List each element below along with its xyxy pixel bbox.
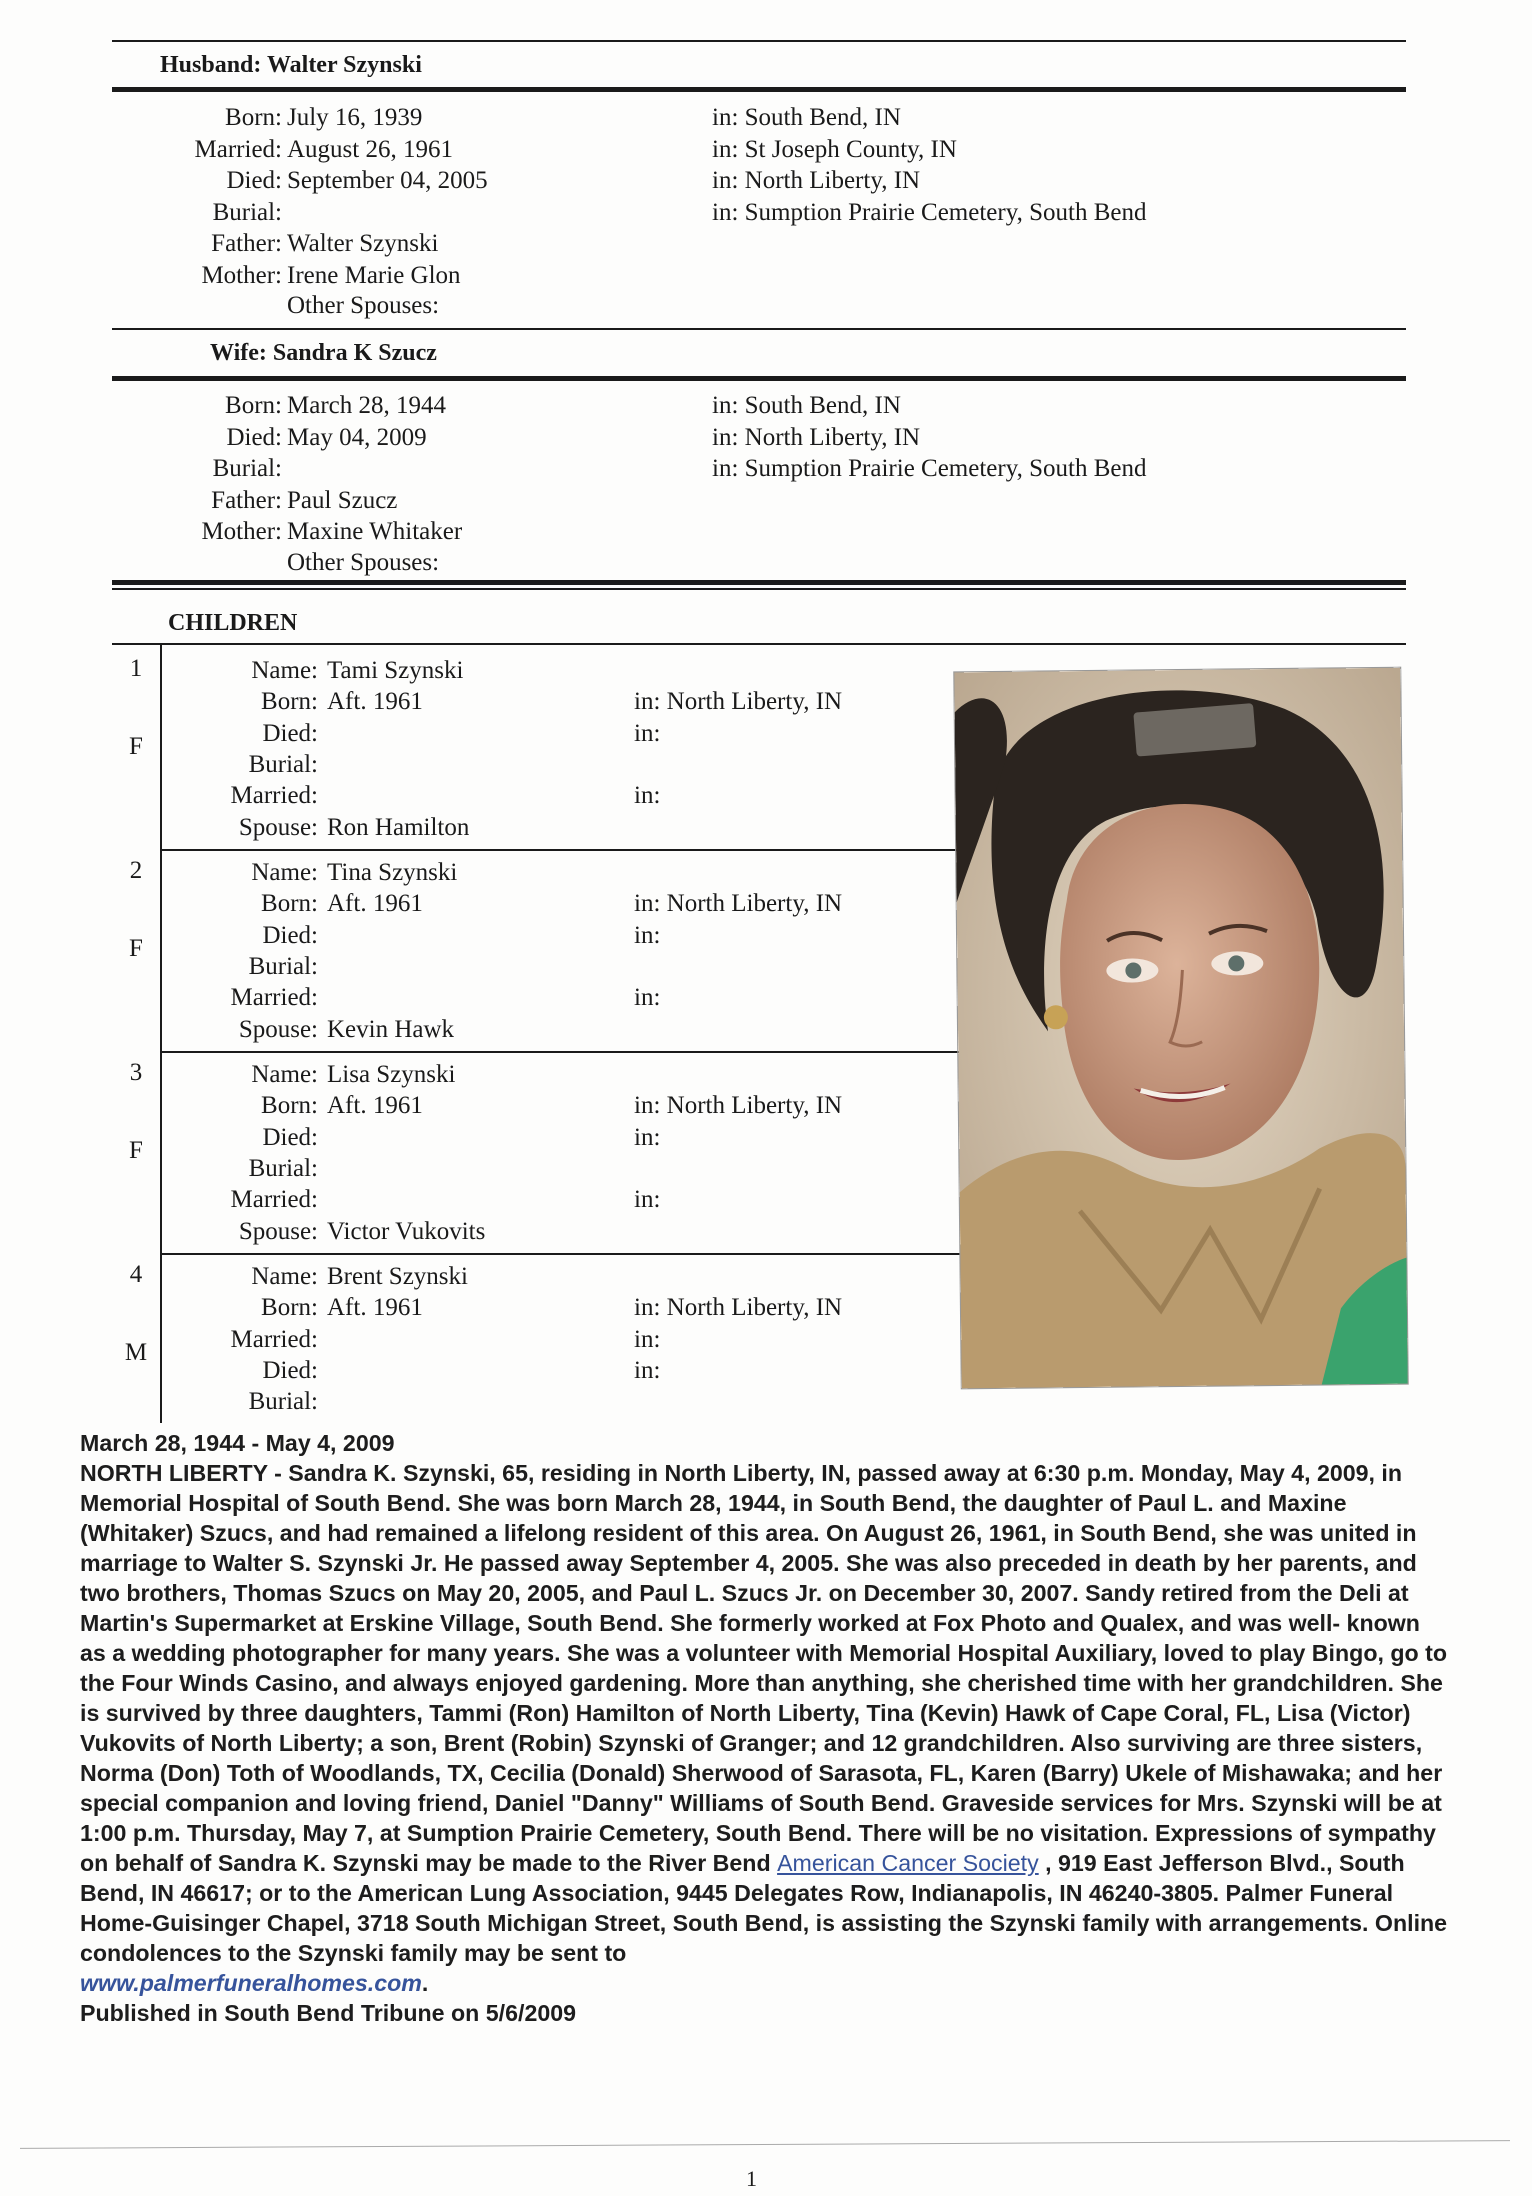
child-sex: F [129, 733, 143, 760]
place-value: North Liberty, IN [666, 890, 843, 918]
in-label: in: [634, 921, 661, 949]
died-place [712, 165, 920, 196]
husband-rule [112, 87, 1406, 92]
in-label: in: [712, 104, 739, 131]
top-rule [112, 40, 1406, 42]
child-died-label: Died: [262, 921, 318, 949]
husband-name: Walter Szynski [266, 52, 422, 78]
child-name-label: Name: [251, 1061, 318, 1088]
died-label: Died: [226, 167, 282, 194]
mother-value: Maxine Whitaker [287, 518, 463, 545]
child-spouse-label: Spouse: [238, 1015, 318, 1043]
children-heading: CHILDREN [168, 610, 298, 636]
portrait-image [954, 668, 1407, 1389]
in-label: in: [634, 1092, 661, 1120]
child-died-label: Died: [262, 1123, 318, 1151]
child-name-value: Tami Szynski [327, 657, 464, 684]
child-sex: F [129, 1137, 143, 1164]
page-number: 1 [746, 2166, 757, 2191]
child-born-label: Born: [261, 890, 318, 918]
place-value: North Liberty, IN [744, 167, 921, 194]
in-label: in: [712, 167, 739, 194]
child-burial-label: Burial: [248, 1388, 318, 1416]
child-born-value: Aft. 1961 [327, 688, 423, 716]
child-died-place [634, 1355, 660, 1386]
in-label: in: [634, 984, 661, 1012]
mother-value: Irene Marie Glon [287, 261, 461, 289]
child-sex: F [129, 935, 143, 962]
born-value: July 16, 1939 [287, 104, 423, 131]
child-name-label: Name: [251, 657, 318, 684]
in-label: in: [634, 1356, 661, 1384]
child-born-label: Born: [261, 1294, 318, 1322]
child-born-place [634, 686, 842, 717]
father-value: Paul Szucz [287, 486, 398, 514]
child-born-place [634, 1292, 842, 1323]
died-place [712, 422, 920, 453]
burial-place [712, 197, 1146, 228]
died-value: May 04, 2009 [287, 423, 427, 451]
died-label: Died: [226, 423, 282, 451]
in-label: in: [634, 719, 661, 747]
child-died-place [634, 920, 660, 951]
child-married-place [634, 1184, 660, 1215]
obituary-body-text-continued: , 919 East Jefferson Blvd., South Bend, IN 46617; or to the American Lung Association, 9445 Delegates Row, Indianapolis, IN 46240-3805. Palmer Funeral Home-Guisinger Chapel, 3718 South Michigan Street, South Bend, is assisting the Szynski family with arrangements. Online condolences to the Szynski family may be sent to [80, 1850, 1448, 1966]
father-label: Father: [211, 486, 282, 514]
in-label: in: [634, 1123, 661, 1151]
child-sex: M [124, 1339, 148, 1366]
child-died-label: Died: [262, 1356, 318, 1384]
child-separator [160, 1051, 972, 1053]
place-value: North Liberty, IN [666, 1294, 843, 1322]
children-rule-second [112, 588, 1406, 590]
place-value: North Liberty, IN [666, 1092, 843, 1120]
child-name-value: Lisa Szynski [327, 1061, 456, 1088]
in-label: in: [634, 1325, 661, 1353]
child-separator [160, 849, 972, 851]
child-born-label: Born: [261, 1092, 318, 1120]
husband-other-spouses: Other Spouses: [287, 292, 440, 319]
wife-heading [210, 340, 437, 367]
child-number: 1 [129, 655, 143, 682]
child-married-place [634, 982, 660, 1013]
obituary [80, 1428, 1450, 2028]
in-label: in: [712, 392, 739, 419]
child-burial-label: Burial: [248, 1154, 318, 1182]
married-place [712, 134, 957, 165]
child-married-label: Married: [230, 984, 318, 1012]
mother-label: Mother: [201, 518, 282, 545]
husband-heading-label: Husband: [160, 52, 262, 78]
footer-rule [20, 2140, 1510, 2149]
american-cancer-society-link[interactable]: American Cancer Society [777, 1850, 1039, 1876]
wife-top-rule [112, 328, 1406, 330]
married-label: Married: [194, 135, 282, 163]
child-spouse-label: Spouse: [238, 813, 318, 841]
place-value: South Bend, IN [744, 104, 901, 131]
wife-rule [112, 376, 1406, 381]
portrait-photo [954, 668, 1407, 1389]
child-number: 3 [129, 1059, 143, 1086]
in-label: in: [634, 1186, 661, 1214]
father-label: Father: [211, 230, 282, 257]
in-label: in: [712, 198, 739, 226]
in-label: in: [712, 455, 739, 482]
father-value: Walter Szynski [287, 230, 439, 257]
child-married-place [634, 1324, 660, 1355]
in-label: in: [712, 135, 739, 163]
child-spouse-label: Spouse: [238, 1217, 318, 1245]
child-born-place [634, 1090, 842, 1121]
burial-label: Burial: [212, 198, 282, 226]
child-name-label: Name: [251, 1263, 318, 1290]
obituary-dates: March 28, 1944 - May 4, 2009 [80, 1430, 395, 1456]
child-married-label: Married: [230, 782, 318, 810]
children-heading-rule [112, 643, 1406, 645]
child-burial-label: Burial: [248, 952, 318, 980]
place-value: North Liberty, IN [666, 688, 843, 716]
child-spouse-value: Ron Hamilton [327, 813, 470, 841]
died-value: September 04, 2005 [287, 167, 488, 194]
child-born-value: Aft. 1961 [327, 890, 423, 918]
place-value: St Joseph County, IN [744, 135, 957, 163]
wife-heading-label: Wife: [210, 340, 267, 366]
child-born-label: Born: [261, 688, 318, 716]
place-value: Sumption Prairie Cemetery, South Bend [744, 198, 1147, 226]
child-born-value: Aft. 1961 [327, 1092, 423, 1120]
wife-other-spouses: Other Spouses: [287, 549, 440, 576]
child-name-label: Name: [251, 859, 318, 886]
child-married-label: Married: [230, 1186, 318, 1214]
burial-label: Burial: [212, 455, 282, 482]
child-number: 2 [129, 857, 143, 884]
child-spouse-value: Kevin Hawk [327, 1015, 455, 1043]
burial-place [712, 453, 1146, 484]
married-value: August 26, 1961 [287, 135, 453, 163]
child-died-label: Died: [262, 719, 318, 747]
child-born-place [634, 888, 842, 919]
child-name-value: Tina Szynski [327, 859, 458, 886]
url-suffix: . [421, 1970, 429, 1996]
born-label: Born: [225, 104, 282, 131]
husband-heading [160, 52, 422, 79]
child-name-value: Brent Szynski [327, 1263, 468, 1290]
child-separator [160, 1253, 972, 1255]
in-label: in: [712, 423, 739, 451]
child-died-place [634, 1122, 660, 1153]
child-died-place [634, 718, 660, 749]
wife-name: Sandra K Szucz [272, 340, 437, 366]
born-place [712, 102, 901, 133]
in-label: in: [634, 688, 661, 716]
child-born-value: Aft. 1961 [327, 1294, 423, 1322]
born-place [712, 390, 901, 421]
place-value: North Liberty, IN [744, 423, 921, 451]
published-line: Published in South Bend Tribune on 5/6/2009 [80, 2000, 577, 2026]
child-married-place [634, 780, 660, 811]
place-value: Sumption Prairie Cemetery, South Bend [744, 455, 1147, 482]
in-label: in: [634, 782, 661, 810]
in-label: in: [634, 1294, 661, 1322]
born-label: Born: [225, 392, 282, 419]
in-label: in: [634, 890, 661, 918]
obituary-body-text: NORTH LIBERTY - Sandra K. Szynski, 65, residing in North Liberty, IN, passed away at 6:30 p.m. Monday, May 4, 2009, in Memorial Hospital of South Bend. She was born March 28, 1944, in South Bend, the daughter of Paul L. and Maxine (Whitaker) Szucs, and had remained a lifelong resident of this area. On August 26, 1961, in South Bend, she was united in marriage to Walter S. Szynski Jr. He passed away September 4, 2005. She was also preceded in death by her parents, and two brothers, Thomas Szucs on May 20, 2005, and Paul L. Szucs Jr. on December 30, 2007. Sandy retired from the Deli at Martin's Supermarket at Erskine Village, South Bend. She formerly worked at Fox Photo and Qualex, and was well- known as a wedding photographer for many years. She was a volunteer with Memorial Hospital Auxiliary, loved to play Bingo, go to the Four Winds Casino, and always enjoyed gardening. More than anything, she cherished time with her grandchildren. She is survived by three daughters, Tammi (Ron) Hamilton of North Liberty, Tina (Kevin) Hawk of Cape Coral, FL, Lisa (Victor) Vukovits of North Liberty; a son, Brent (Robin) Szynski of Granger; and 12 grandchildren. Also surviving are three sisters, Norma (Don) Toth of Woodlands, TX, Cecilia (Donald) Sherwood of Sarasota, FL, Karen (Barry) Ukele of Mishawaka; and her special companion and loving friend, Daniel "Danny" Williams of South Bend. Graveside services for Mrs. Szynski will be at 1:00 p.m. Thursday, May 7, at Sumption Prairie Cemetery, South Bend. There will be no visitation. Expressions of sympathy on behalf of Sandra K. Szynski may be made to the River Bend [80, 1460, 1448, 1876]
children-rule-top [112, 580, 1406, 585]
child-number: 4 [129, 1261, 143, 1288]
mother-label: Mother: [201, 261, 282, 289]
funeral-home-url[interactable]: www.palmerfuneralhomes.com [80, 1970, 422, 1996]
child-spouse-value: Victor Vukovits [327, 1217, 486, 1245]
born-value: March 28, 1944 [287, 392, 446, 419]
obituary-body [80, 1458, 1450, 1998]
place-value: South Bend, IN [744, 392, 901, 419]
child-married-label: Married: [230, 1325, 318, 1353]
child-burial-label: Burial: [248, 750, 318, 778]
